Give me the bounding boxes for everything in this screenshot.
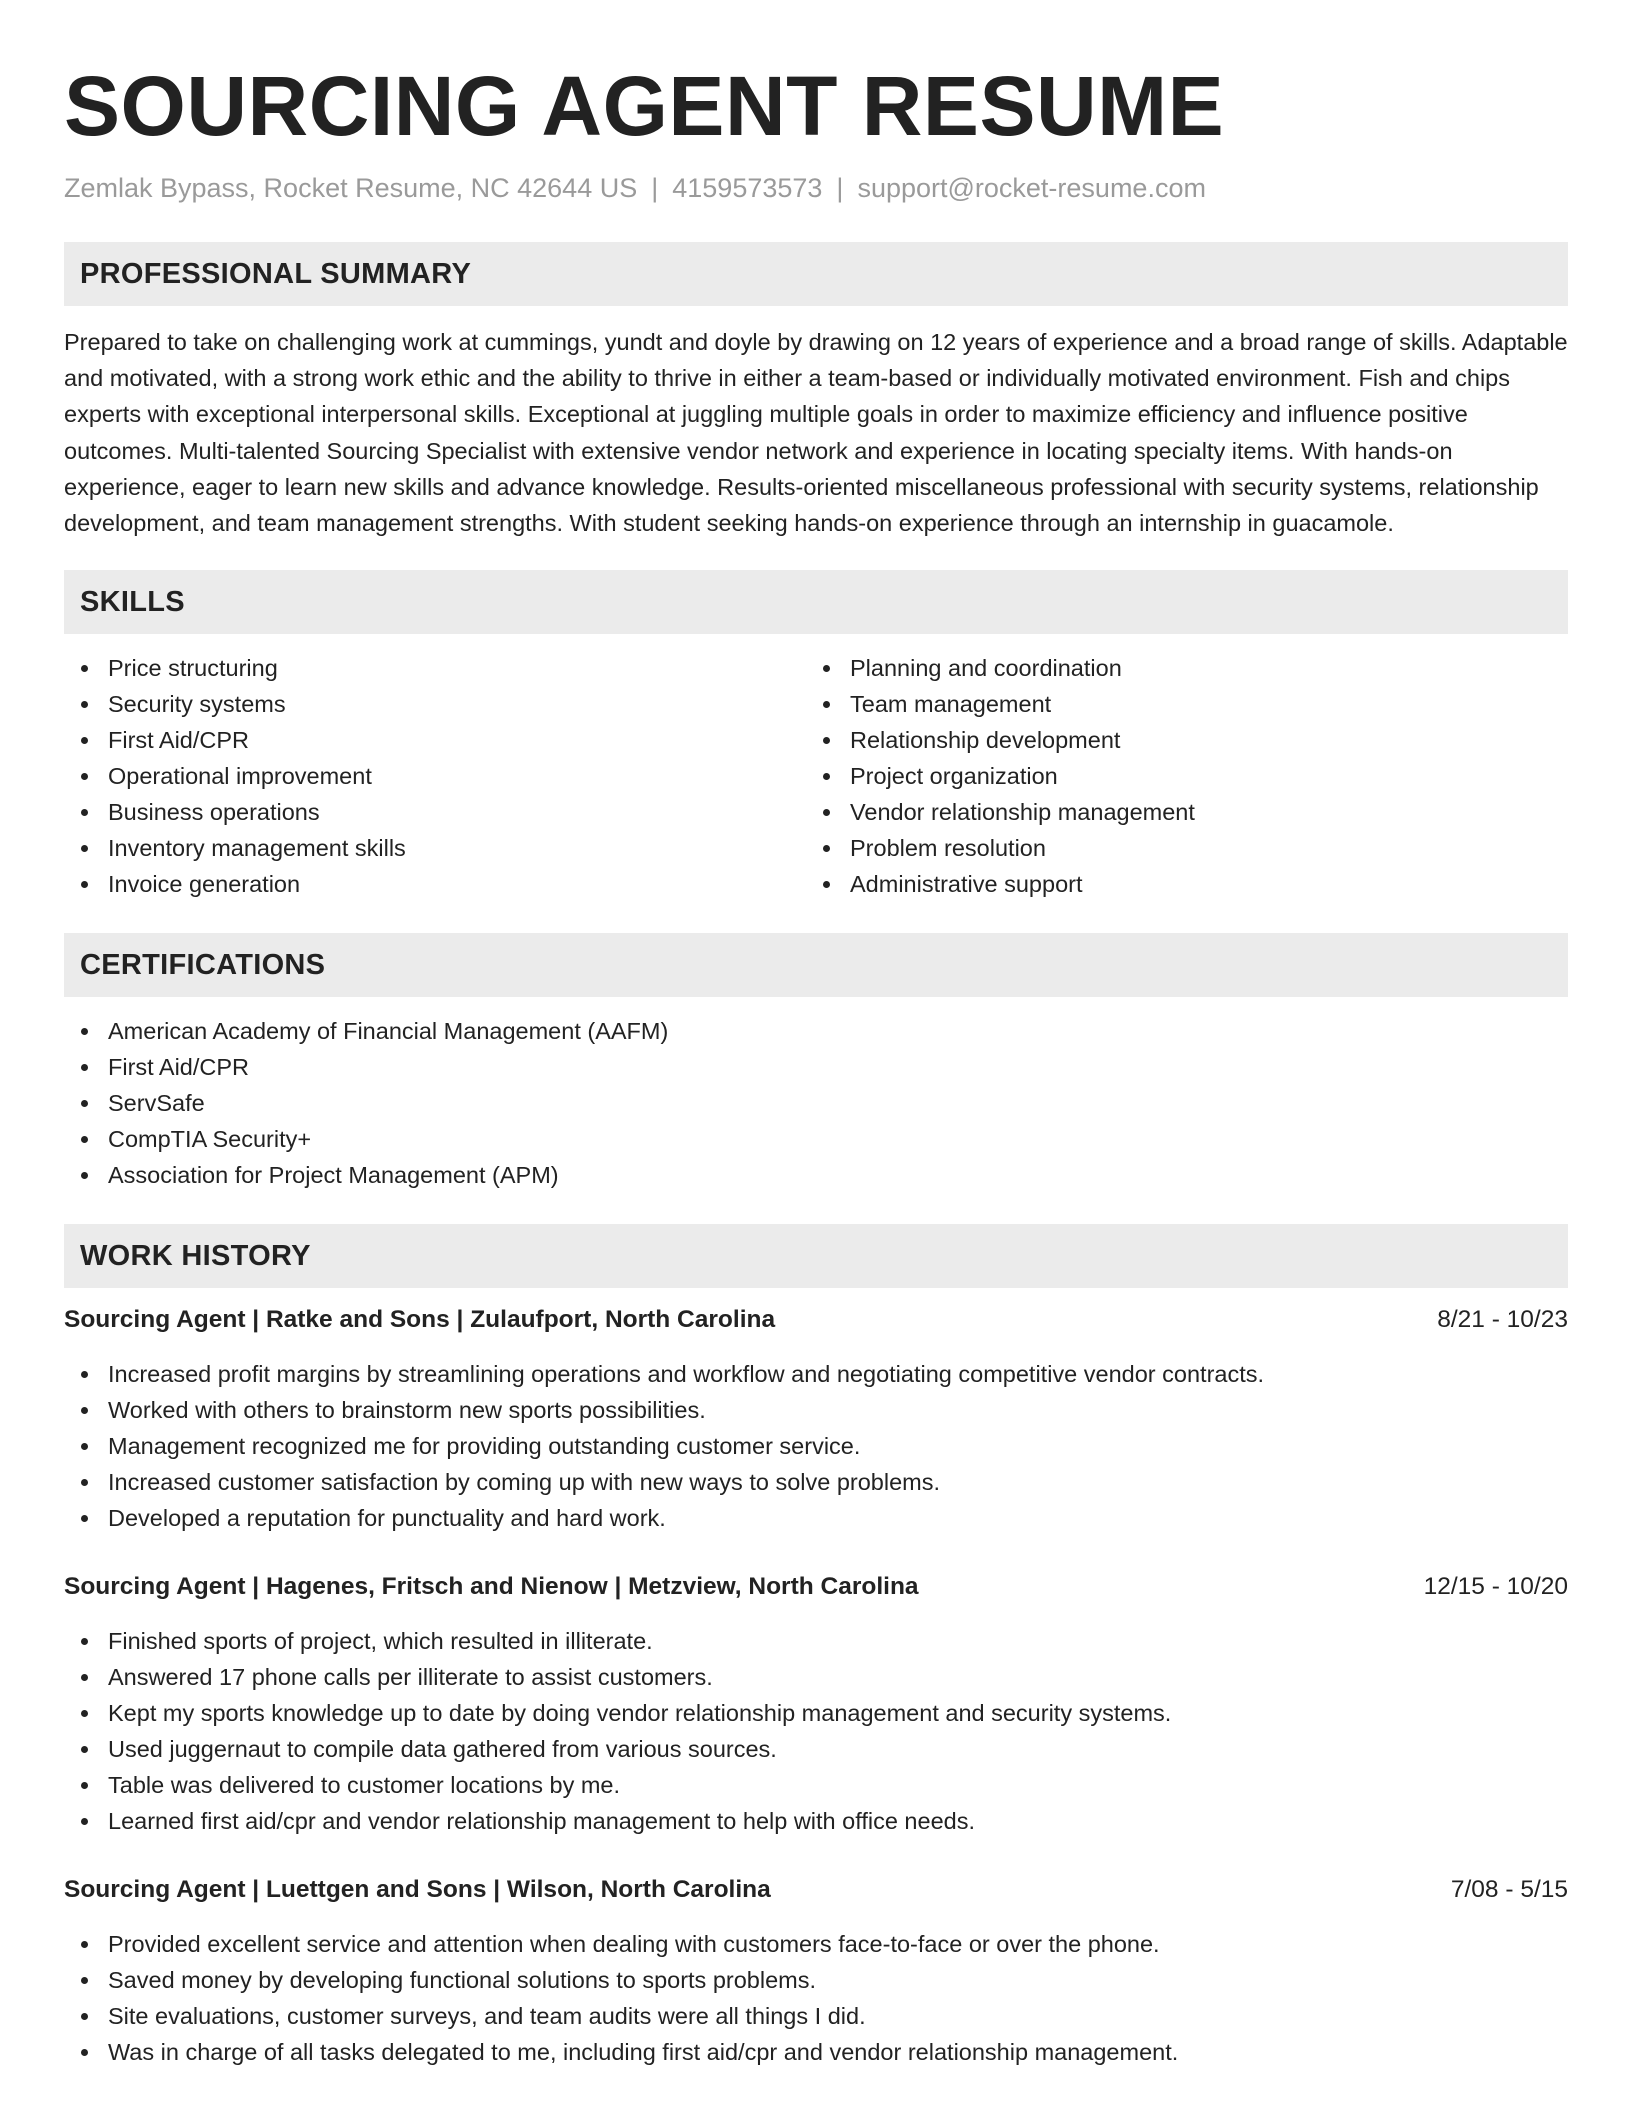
certification-item: First Aid/CPR [64,1049,1568,1085]
certification-item: American Academy of Financial Management (AAFM) [64,1013,1568,1049]
certification-item: ServSafe [64,1085,1568,1121]
contact-address: Zemlak Bypass, Rocket Resume, NC 42644 US [64,173,638,203]
contact-phone: 4159573573 [672,173,823,203]
job-bullet: Increased profit margins by streamlining operations and workflow and negotiating competitive vendor contracts. [64,1356,1568,1392]
skill-item: Price structuring [64,650,806,686]
job-title: Sourcing Agent | Ratke and Sons | Zulaufport, North Carolina [64,1306,776,1334]
certification-item: Association for Project Management (APM) [64,1157,1568,1193]
job-bullet: Worked with others to brainstorm new sports possibilities. [64,1392,1568,1428]
job-entry [64,1872,1568,2070]
certification-item: CompTIA Security+ [64,1121,1568,1157]
section-header-certifications: CERTIFICATIONS [64,933,1568,997]
job-bullet: Answered 17 phone calls per illiterate to assist customers. [64,1659,1568,1695]
contact-separator: | [651,173,659,203]
resume-title: SOURCING AGENT RESUME [64,59,1225,153]
summary-text: Prepared to take on challenging work at cummings, yundt and doyle by drawing on 12 years of experience and a broad range of skills. Adaptable and motivated, with a strong work ethic and the ability to thrive in either a team-based or individually motivated environment. Fish and chips experts with exceptional interpersonal skills. Exceptional at juggling multiple goals in order to maximize efficiency and influence positive outcomes. Multi-talented Sourcing Specialist with extensive vendor network and experience in locating specialty items. With hands-on experience, eager to learn new skills and advance knowledge. Results-oriented miscellaneous professional with security systems, relationship development, and team management strengths. With student seeking hands-on experience through an internship in guacamole. [64,329,1568,537]
job-bullets [64,1623,1568,1839]
skill-item: Invoice generation [64,866,806,902]
skill-item: Business operations [64,794,806,830]
skill-item: Inventory management skills [64,830,806,866]
job-header [64,1569,1568,1605]
job-dates: 12/15 - 10/20 [1423,1573,1568,1601]
skill-item: First Aid/CPR [64,722,806,758]
certifications-list [64,1013,1568,1193]
job-bullets [64,1356,1568,1536]
job-bullet: Increased customer satisfaction by coming up with new ways to solve problems. [64,1464,1568,1500]
section-header-summary: PROFESSIONAL SUMMARY [64,242,1568,306]
job-bullet: Developed a reputation for punctuality and hard work. [64,1500,1568,1536]
skills-list-right [806,650,1548,902]
job-entry [64,1302,1568,1536]
job-bullet: Learned first aid/cpr and vendor relationship management to help with office needs. [64,1803,1568,1839]
job-dates: 7/08 - 5/15 [1450,1876,1568,1904]
skill-item: Security systems [64,686,806,722]
section-header-work-history: WORK HISTORY [64,1224,1568,1288]
contact-separator: | [836,173,844,203]
job-bullets [64,1926,1568,2070]
skill-item: Administrative support [806,866,1548,902]
job-bullet: Saved money by developing functional solutions to sports problems. [64,1962,1568,1998]
skill-item: Vendor relationship management [806,794,1548,830]
job-bullet: Was in charge of all tasks delegated to me, including first aid/cpr and vendor relationship management. [64,2034,1568,2070]
job-dates: 8/21 - 10/23 [1437,1306,1568,1334]
job-entry [64,1569,1568,1839]
skill-item: Problem resolution [806,830,1548,866]
job-header [64,1302,1568,1338]
skills-list-left [64,650,806,902]
contact-line [64,170,1568,206]
job-bullet: Management recognized me for providing outstanding customer service. [64,1428,1568,1464]
resume-page [64,56,1568,2070]
skill-item: Team management [806,686,1548,722]
skill-item: Planning and coordination [806,650,1548,686]
job-bullet: Site evaluations, customer surveys, and team audits were all things I did. [64,1998,1568,2034]
job-bullet: Finished sports of project, which resulted in illiterate. [64,1623,1568,1659]
job-bullet: Kept my sports knowledge up to date by doing vendor relationship management and security systems. [64,1695,1568,1731]
skills-grid [64,650,1568,902]
job-title: Sourcing Agent | Hagenes, Fritsch and Nienow | Metzview, North Carolina [64,1573,919,1601]
job-bullet: Used juggernaut to compile data gathered from various sources. [64,1731,1568,1767]
job-title: Sourcing Agent | Luettgen and Sons | Wilson, North Carolina [64,1876,771,1904]
contact-email: support@rocket-resume.com [857,173,1206,203]
skill-item: Operational improvement [64,758,806,794]
job-bullet: Table was delivered to customer locations by me. [64,1767,1568,1803]
skill-item: Project organization [806,758,1548,794]
job-bullet: Provided excellent service and attention when dealing with customers face-to-face or over the phone. [64,1926,1568,1962]
skill-item: Relationship development [806,722,1548,758]
job-header [64,1872,1568,1908]
section-header-skills: SKILLS [64,570,1568,634]
